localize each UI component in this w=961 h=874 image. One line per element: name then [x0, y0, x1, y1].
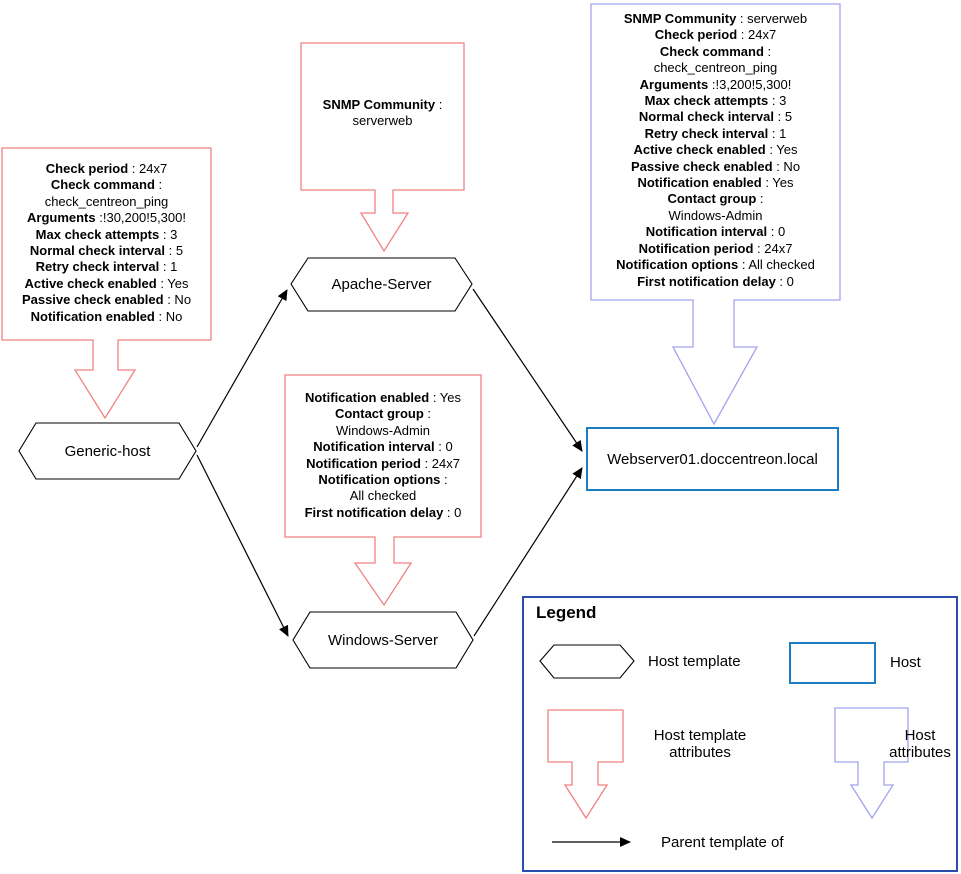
attribute-line: Max check attempts : 3 [644, 93, 787, 109]
attribute-line: Retry check interval : 1 [35, 259, 178, 275]
legend-host-template-label: Host template [648, 653, 741, 670]
apache-snmp-attributes-callout [301, 43, 464, 251]
attribute-line: Passive check enabled : No [21, 292, 192, 308]
attribute-line: Active check enabled : Yes [24, 275, 189, 291]
attribute-line: Contact group : [667, 191, 764, 207]
legend-host-template-shape [540, 645, 634, 678]
attribute-line: Normal check interval : 5 [638, 109, 793, 125]
webserver-label: Webserver01.doccentreon.local [607, 450, 818, 468]
legend-host-template-attributes-label: Host template attributes [653, 727, 747, 761]
legend-host-label: Host [890, 654, 921, 671]
attribute-line: Normal check interval : 5 [29, 243, 184, 259]
windows-notification-attributes-text [285, 390, 481, 521]
attribute-line: Arguments :!30,200!5,300! [27, 210, 186, 226]
legend-title: Legend [536, 603, 597, 622]
webserver-attributes-text [591, 11, 840, 290]
edge-apache-to-webserver [473, 289, 582, 451]
attribute-line: check_centreon_ping [653, 60, 778, 76]
attribute-line: Notification period : 24x7 [638, 240, 793, 256]
attribute-line: SNMP Community : [322, 97, 443, 112]
attribute-line: Arguments :!3,200!5,300! [639, 76, 792, 92]
legend-host-template-attributes-shape [548, 710, 623, 818]
attribute-line: Notification enabled : Yes [304, 390, 462, 405]
edge-generic-to-windows [197, 455, 288, 636]
attribute-line: Check period : 24x7 [45, 161, 168, 176]
attribute-line: Check period : 24x7 [654, 27, 777, 43]
attribute-line: Notification interval : 0 [313, 439, 453, 455]
windows-server-label: Windows-Server [327, 631, 439, 649]
attribute-line: Notification options : [318, 472, 448, 488]
attribute-line: Retry check interval : 1 [644, 125, 787, 141]
attribute-line: Active check enabled : Yes [633, 142, 798, 158]
attribute-line: All checked [349, 488, 417, 504]
attribute-line: check_centreon_ping [44, 193, 169, 209]
attribute-line: Check command : [659, 43, 772, 59]
attribute-line: SNMP Community : serverweb [623, 11, 808, 26]
attribute-line: Check command : [50, 177, 163, 193]
attribute-line: Windows-Admin [668, 207, 763, 223]
generic-host-label: Generic-host [64, 442, 151, 460]
attribute-line: Notification period : 24x7 [306, 455, 460, 471]
attribute-line: First notification delay : 0 [304, 504, 462, 520]
apache-server-label: Apache-Server [331, 276, 432, 293]
attribute-line: Max check attempts : 3 [35, 226, 178, 242]
attribute-line: Notification enabled : No [30, 308, 183, 324]
attribute-line: Notification enabled : Yes [637, 175, 794, 191]
legend-parent-template-label: Parent template of [661, 834, 784, 851]
attribute-line: serverweb [352, 113, 413, 129]
attribute-line: Notification interval : 0 [645, 224, 786, 240]
legend-host-shape [790, 643, 875, 683]
attribute-line: First notification delay : 0 [637, 273, 794, 289]
legend-host-attributes-label: Host attributes [889, 727, 951, 761]
attribute-line: Windows-Admin [336, 422, 430, 438]
generic-host-attributes-text [2, 161, 211, 325]
attribute-line: Passive check enabled : No [630, 158, 801, 174]
attribute-line: Contact group : [334, 406, 432, 422]
apache-snmp-attributes-text [301, 97, 464, 130]
attribute-line: Notification options : All checked [616, 257, 815, 273]
